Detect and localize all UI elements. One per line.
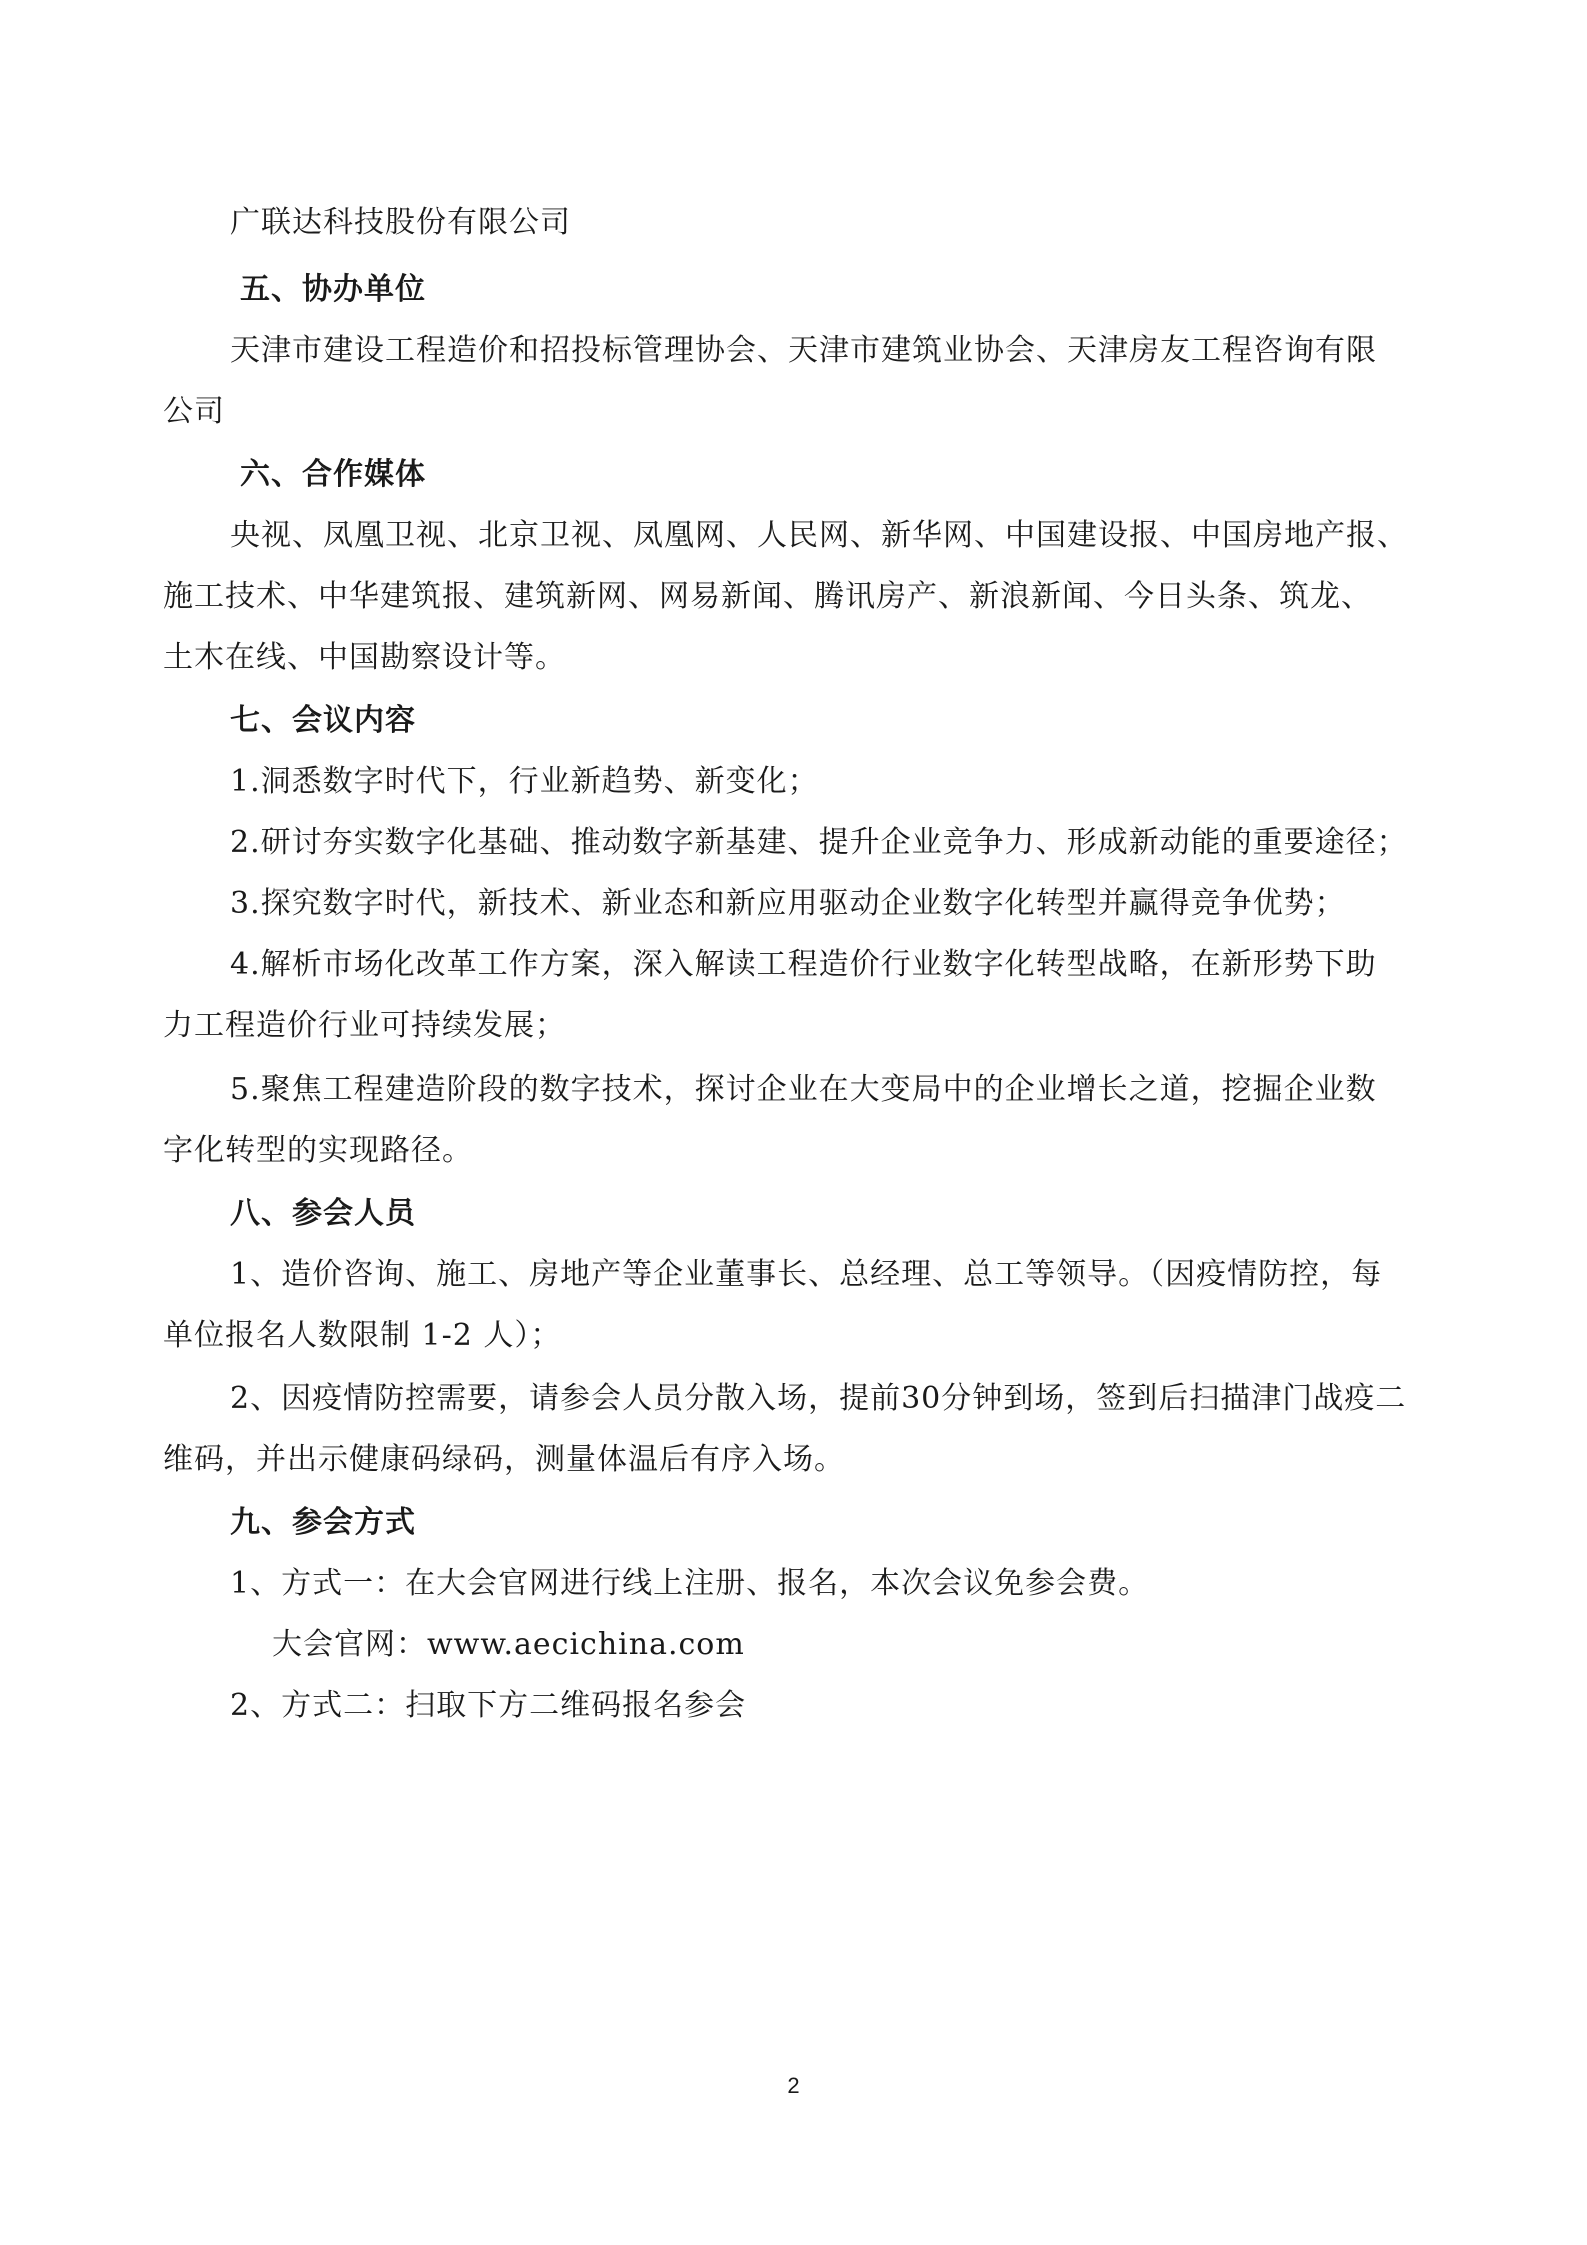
content-item-4: 4.解析市场化改革工作方案，深入解读工程造价行业数字化转型战略，在新形势下助 — [230, 947, 1377, 982]
attendees-item-2-continued: 维码，并出示健康码绿码，测量体温后有序入场。 — [163, 1442, 845, 1477]
participation-method-2: 2、方式二：扫取下方二维码报名参会 — [230, 1688, 747, 1723]
section-heading-attendees: 八、参会人员 — [230, 1196, 416, 1231]
content-item-3: 3.探究数字时代，新技术、新业态和新应用驱动企业数字化转型并赢得竞争优势； — [230, 886, 1346, 921]
participation-method-1: 1、方式一：在大会官网进行线上注册、报名，本次会议免参会费。 — [230, 1566, 1150, 1601]
content-item-1: 1.洞悉数字时代下，行业新趋势、新变化； — [230, 764, 819, 799]
co-organizers-text-continued: 公司 — [163, 394, 225, 429]
media-partners-text: 央视、凤凰卫视、北京卫视、凤凰网、人民网、新华网、中国建设报、中国房地产报、 — [230, 518, 1408, 553]
attendees-item-1: 1、造价咨询、施工、房地产等企业董事长、总经理、总工等领导。（因疫情防控，每 — [230, 1257, 1383, 1292]
content-item-4-continued: 力工程造价行业可持续发展； — [163, 1008, 566, 1043]
content-item-5: 5.聚焦工程建造阶段的数字技术，探讨企业在大变局中的企业增长之道，挖掘企业数 — [230, 1072, 1377, 1107]
section-heading-media-partners: 六、合作媒体 — [240, 457, 426, 492]
section-heading-meeting-content: 七、会议内容 — [230, 703, 416, 738]
media-partners-text-continued: 施工技术、中华建筑报、建筑新网、网易新闻、腾讯房产、新浪新闻、今日头条、筑龙、 — [163, 579, 1372, 614]
content-item-5-continued: 字化转型的实现路径。 — [163, 1133, 473, 1168]
attendees-item-2: 2、因疫情防控需要，请参会人员分散入场，提前30分钟到场，签到后扫描津门战疫二 — [230, 1381, 1407, 1416]
organizer-company-text: 广联达科技股份有限公司 — [230, 205, 571, 240]
co-organizers-text: 天津市建设工程造价和招投标管理协会、天津市建筑业协会、天津房友工程咨询有限 — [230, 333, 1377, 368]
section-heading-co-organizers: 五、协办单位 — [240, 272, 426, 307]
page-number: 2 — [787, 2073, 800, 2098]
section-heading-participation: 九、参会方式 — [230, 1505, 416, 1540]
content-item-2: 2.研讨夯实数字化基础、推动数字新基建、提升企业竞争力、形成新动能的重要途径； — [230, 825, 1408, 860]
attendees-item-1-continued: 单位报名人数限制 1-2 人）； — [163, 1318, 562, 1353]
media-partners-text-end: 土木在线、中国勘察设计等。 — [163, 640, 566, 675]
official-website-text: 大会官网：www.aecichina.com — [272, 1627, 745, 1662]
